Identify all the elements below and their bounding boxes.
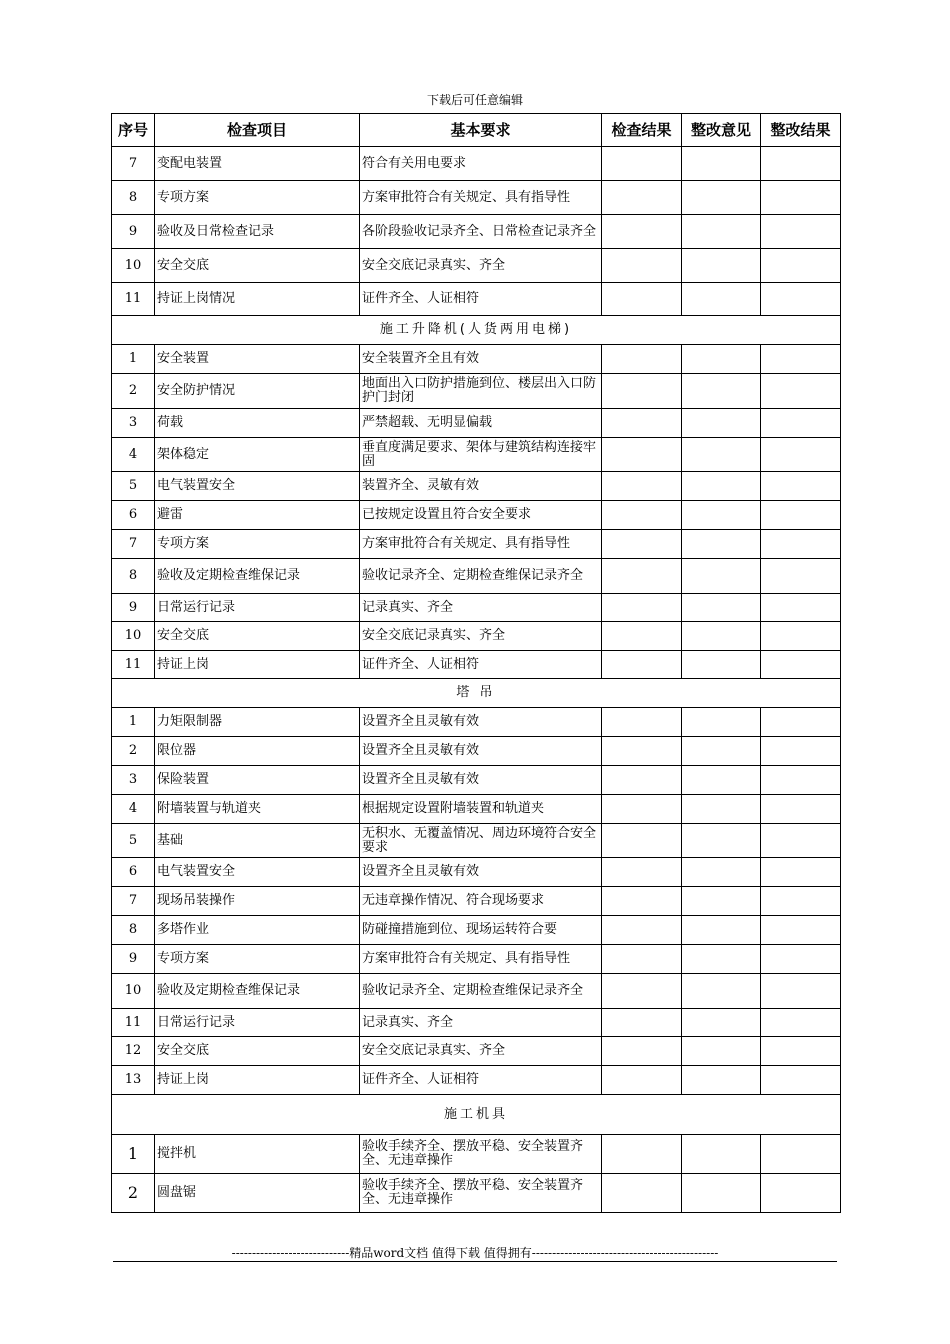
check-item-cell: 日常运行记录 <box>155 594 360 622</box>
requirement-cell: 无积水、无覆盖情况、周边环境符合安全要求 <box>360 824 602 858</box>
requirement-cell: 装置齐全、灵敏有效 <box>360 472 602 501</box>
requirement-cell: 无违章操作情况、符合现场要求 <box>360 887 602 916</box>
requirement-cell: 防碰撞措施到位、现场运转符合要 <box>360 916 602 945</box>
requirement-cell: 各阶段验收记录齐全、日常检查记录齐全 <box>360 215 602 249</box>
check-item-cell: 附墙装置与轨道夹 <box>155 795 360 824</box>
rectification-opinion-cell <box>682 795 761 824</box>
table-row <box>112 858 841 887</box>
rectification-opinion-cell <box>682 916 761 945</box>
requirement-cell: 方案审批符合有关规定、具有指导性 <box>360 181 602 215</box>
check-item-cell: 搅拌机 <box>155 1135 360 1174</box>
rectification-result-cell <box>761 887 841 916</box>
check-result-cell <box>602 215 682 249</box>
column-header-rectification-opinion: 整改意见 <box>682 114 761 147</box>
rectification-result-cell <box>761 651 841 679</box>
rectification-result-cell <box>761 345 841 374</box>
check-item-cell: 专项方案 <box>155 945 360 974</box>
table-row <box>112 945 841 974</box>
rectification-opinion-cell <box>682 594 761 622</box>
row-number: 11 <box>112 283 155 316</box>
row-number: 9 <box>112 945 155 974</box>
requirement-cell: 证件齐全、人证相符 <box>360 1066 602 1095</box>
check-item-cell: 安全防护情况 <box>155 374 360 409</box>
row-number: 10 <box>112 974 155 1009</box>
rectification-opinion-cell <box>682 737 761 766</box>
rectification-opinion-cell <box>682 1066 761 1095</box>
rectification-result-cell <box>761 1009 841 1037</box>
table-row <box>112 1066 841 1095</box>
column-header-check-item: 检查项目 <box>155 114 360 147</box>
rectification-result-cell <box>761 249 841 283</box>
check-item-cell: 安全交底 <box>155 622 360 651</box>
requirement-cell: 证件齐全、人证相符 <box>360 283 602 316</box>
check-item-cell: 保险装置 <box>155 766 360 795</box>
rectification-result-cell <box>761 374 841 409</box>
rectification-result-cell <box>761 945 841 974</box>
rectification-opinion-cell <box>682 472 761 501</box>
footer-divider <box>113 1261 837 1262</box>
table-row <box>112 916 841 945</box>
rectification-opinion-cell <box>682 559 761 594</box>
rectification-result-cell <box>761 147 841 181</box>
rectification-result-cell <box>761 1135 841 1174</box>
rectification-result-cell <box>761 824 841 858</box>
rectification-opinion-cell <box>682 622 761 651</box>
rectification-result-cell <box>761 409 841 438</box>
section-header-row <box>112 679 841 708</box>
check-item-cell: 现场吊装操作 <box>155 887 360 916</box>
check-result-cell <box>602 345 682 374</box>
check-result-cell <box>602 147 682 181</box>
check-result-cell <box>602 766 682 795</box>
rectification-opinion-cell <box>682 374 761 409</box>
column-header-number: 序号 <box>112 114 155 147</box>
row-number: 11 <box>112 651 155 679</box>
row-number: 1 <box>112 708 155 737</box>
row-number: 9 <box>112 215 155 249</box>
check-result-cell <box>602 858 682 887</box>
check-item-cell: 持证上岗 <box>155 651 360 679</box>
check-result-cell <box>602 438 682 472</box>
check-item-cell: 荷载 <box>155 409 360 438</box>
requirement-cell: 安全交底记录真实、齐全 <box>360 249 602 283</box>
check-result-cell <box>602 409 682 438</box>
rectification-opinion-cell <box>682 945 761 974</box>
table-row <box>112 409 841 438</box>
rectification-result-cell <box>761 472 841 501</box>
rectification-opinion-cell <box>682 708 761 737</box>
requirement-cell: 垂直度满足要求、架体与建筑结构连接牢固 <box>360 438 602 472</box>
table-row <box>112 1135 841 1174</box>
row-number: 13 <box>112 1066 155 1095</box>
check-result-cell <box>602 530 682 559</box>
row-number: 4 <box>112 795 155 824</box>
table-row <box>112 1009 841 1037</box>
table-row <box>112 594 841 622</box>
row-number: 10 <box>112 249 155 283</box>
check-result-cell <box>602 974 682 1009</box>
table-row <box>112 1174 841 1213</box>
check-item-cell: 基础 <box>155 824 360 858</box>
rectification-opinion-cell <box>682 766 761 795</box>
requirement-cell: 安全交底记录真实、齐全 <box>360 1037 602 1066</box>
check-item-cell: 验收及定期检查维保记录 <box>155 974 360 1009</box>
table-row <box>112 181 841 215</box>
section-title: 施工升降机(人货两用电梯) <box>112 316 841 345</box>
column-header-check-result: 检查结果 <box>602 114 682 147</box>
row-number: 11 <box>112 1009 155 1037</box>
rectification-result-cell <box>761 708 841 737</box>
check-item-cell: 电气装置安全 <box>155 858 360 887</box>
check-result-cell <box>602 916 682 945</box>
rectification-result-cell <box>761 916 841 945</box>
check-item-cell: 专项方案 <box>155 181 360 215</box>
table-row <box>112 1037 841 1066</box>
check-item-cell: 专项方案 <box>155 530 360 559</box>
rectification-result-cell <box>761 181 841 215</box>
rectification-opinion-cell <box>682 974 761 1009</box>
check-item-cell: 电气装置安全 <box>155 472 360 501</box>
table-row <box>112 887 841 916</box>
row-number: 8 <box>112 181 155 215</box>
check-result-cell <box>602 501 682 530</box>
row-number: 5 <box>112 472 155 501</box>
table-row <box>112 147 841 181</box>
rectification-opinion-cell <box>682 501 761 530</box>
page-footer: -----------------------------精品word文档 值得下载 值得拥有---------------------------------------------- <box>231 1246 719 1260</box>
rectification-result-cell <box>761 283 841 316</box>
row-number: 10 <box>112 622 155 651</box>
check-item-cell: 架体稳定 <box>155 438 360 472</box>
check-result-cell <box>602 1037 682 1066</box>
rectification-result-cell <box>761 215 841 249</box>
check-item-cell: 多塔作业 <box>155 916 360 945</box>
row-number: 2 <box>112 737 155 766</box>
rectification-opinion-cell <box>682 1037 761 1066</box>
row-number: 9 <box>112 594 155 622</box>
check-result-cell <box>602 887 682 916</box>
rectification-opinion-cell <box>682 887 761 916</box>
requirement-cell: 严禁超载、无明显偏载 <box>360 409 602 438</box>
check-item-cell: 避雷 <box>155 501 360 530</box>
requirement-cell: 验收手续齐全、摆放平稳、安全装置齐全、无违章操作 <box>360 1135 602 1174</box>
requirement-cell: 方案审批符合有关规定、具有指导性 <box>360 945 602 974</box>
table-row <box>112 737 841 766</box>
row-number: 12 <box>112 1037 155 1066</box>
table-row <box>112 283 841 316</box>
rectification-result-cell <box>761 501 841 530</box>
check-result-cell <box>602 824 682 858</box>
check-result-cell <box>602 374 682 409</box>
row-number: 6 <box>112 858 155 887</box>
rectification-result-cell <box>761 530 841 559</box>
check-result-cell <box>602 181 682 215</box>
row-number: 7 <box>112 530 155 559</box>
rectification-opinion-cell <box>682 651 761 679</box>
table-row <box>112 559 841 594</box>
check-item-cell: 安全装置 <box>155 345 360 374</box>
requirement-cell: 设置齐全且灵敏有效 <box>360 708 602 737</box>
check-result-cell <box>602 1135 682 1174</box>
requirement-cell: 根据规定设置附墙装置和轨道夹 <box>360 795 602 824</box>
column-header-requirement: 基本要求 <box>360 114 602 147</box>
rectification-result-cell <box>761 438 841 472</box>
section-title: 施工机具 <box>112 1095 841 1135</box>
rectification-result-cell <box>761 766 841 795</box>
check-result-cell <box>602 249 682 283</box>
check-result-cell <box>602 708 682 737</box>
check-item-cell: 变配电装置 <box>155 147 360 181</box>
table-row <box>112 249 841 283</box>
check-item-cell: 验收及定期检查维保记录 <box>155 559 360 594</box>
rectification-opinion-cell <box>682 215 761 249</box>
rectification-result-cell <box>761 594 841 622</box>
check-result-cell <box>602 945 682 974</box>
row-number: 4 <box>112 438 155 472</box>
requirement-cell: 记录真实、齐全 <box>360 1009 602 1037</box>
rectification-opinion-cell <box>682 1009 761 1037</box>
table-row <box>112 622 841 651</box>
rectification-opinion-cell <box>682 345 761 374</box>
section-title: 塔 吊 <box>112 679 841 708</box>
rectification-result-cell <box>761 795 841 824</box>
check-item-cell: 验收及日常检查记录 <box>155 215 360 249</box>
check-item-cell: 圆盘锯 <box>155 1174 360 1213</box>
row-number: 8 <box>112 559 155 594</box>
requirement-cell: 方案审批符合有关规定、具有指导性 <box>360 530 602 559</box>
check-item-cell: 力矩限制器 <box>155 708 360 737</box>
rectification-opinion-cell <box>682 858 761 887</box>
row-number: 6 <box>112 501 155 530</box>
rectification-result-cell <box>761 1174 841 1213</box>
rectification-result-cell <box>761 858 841 887</box>
table-body <box>112 147 841 1213</box>
row-number: 7 <box>112 147 155 181</box>
requirement-cell: 符合有关用电要求 <box>360 147 602 181</box>
rectification-result-cell <box>761 1037 841 1066</box>
check-item-cell: 持证上岗 <box>155 1066 360 1095</box>
rectification-result-cell <box>761 559 841 594</box>
requirement-cell: 记录真实、齐全 <box>360 594 602 622</box>
rectification-opinion-cell <box>682 1174 761 1213</box>
table-header-row <box>112 114 841 147</box>
table-row <box>112 766 841 795</box>
check-result-cell <box>602 559 682 594</box>
requirement-cell: 验收记录齐全、定期检查维保记录齐全 <box>360 974 602 1009</box>
requirement-cell: 设置齐全且灵敏有效 <box>360 737 602 766</box>
check-result-cell <box>602 795 682 824</box>
rectification-opinion-cell <box>682 409 761 438</box>
table-row <box>112 501 841 530</box>
rectification-opinion-cell <box>682 283 761 316</box>
row-number: 8 <box>112 916 155 945</box>
requirement-cell: 设置齐全且灵敏有效 <box>360 766 602 795</box>
inspection-checklist-table <box>111 113 841 1213</box>
rectification-result-cell <box>761 737 841 766</box>
check-result-cell <box>602 1066 682 1095</box>
page-header-note: 下载后可任意编辑 <box>426 93 523 107</box>
table-row <box>112 824 841 858</box>
rectification-opinion-cell <box>682 824 761 858</box>
rectification-opinion-cell <box>682 181 761 215</box>
row-number: 3 <box>112 766 155 795</box>
requirement-cell: 安全交底记录真实、齐全 <box>360 622 602 651</box>
table-row <box>112 651 841 679</box>
rectification-result-cell <box>761 622 841 651</box>
check-result-cell <box>602 472 682 501</box>
row-number: 5 <box>112 824 155 858</box>
check-result-cell <box>602 737 682 766</box>
table-row <box>112 438 841 472</box>
row-number: 7 <box>112 887 155 916</box>
check-result-cell <box>602 594 682 622</box>
rectification-opinion-cell <box>682 438 761 472</box>
rectification-result-cell <box>761 1066 841 1095</box>
row-number: 2 <box>112 374 155 409</box>
check-result-cell <box>602 1174 682 1213</box>
table-row <box>112 708 841 737</box>
rectification-opinion-cell <box>682 530 761 559</box>
column-header-rectification-result: 整改结果 <box>761 114 841 147</box>
row-number: 3 <box>112 409 155 438</box>
requirement-cell: 安全装置齐全且有效 <box>360 345 602 374</box>
row-number: 1 <box>112 345 155 374</box>
check-result-cell <box>602 283 682 316</box>
requirement-cell: 设置齐全且灵敏有效 <box>360 858 602 887</box>
section-header-row <box>112 316 841 345</box>
requirement-cell: 验收手续齐全、摆放平稳、安全装置齐全、无违章操作 <box>360 1174 602 1213</box>
check-item-cell: 日常运行记录 <box>155 1009 360 1037</box>
table-row <box>112 472 841 501</box>
rectification-opinion-cell <box>682 1135 761 1174</box>
table-row <box>112 530 841 559</box>
rectification-opinion-cell <box>682 249 761 283</box>
requirement-cell: 证件齐全、人证相符 <box>360 651 602 679</box>
table-row <box>112 374 841 409</box>
check-item-cell: 持证上岗情况 <box>155 283 360 316</box>
check-item-cell: 安全交底 <box>155 249 360 283</box>
table-row <box>112 974 841 1009</box>
row-number: 1 <box>112 1135 155 1174</box>
rectification-result-cell <box>761 974 841 1009</box>
table-row <box>112 215 841 249</box>
requirement-cell: 已按规定设置且符合安全要求 <box>360 501 602 530</box>
table-row <box>112 795 841 824</box>
check-item-cell: 安全交底 <box>155 1037 360 1066</box>
row-number: 2 <box>112 1174 155 1213</box>
check-result-cell <box>602 651 682 679</box>
check-result-cell <box>602 622 682 651</box>
requirement-cell: 地面出入口防护措施到位、楼层出入口防护门封闭 <box>360 374 602 409</box>
table-row <box>112 345 841 374</box>
check-item-cell: 限位器 <box>155 737 360 766</box>
section-header-row <box>112 1095 841 1135</box>
check-result-cell <box>602 1009 682 1037</box>
requirement-cell: 验收记录齐全、定期检查维保记录齐全 <box>360 559 602 594</box>
rectification-opinion-cell <box>682 147 761 181</box>
